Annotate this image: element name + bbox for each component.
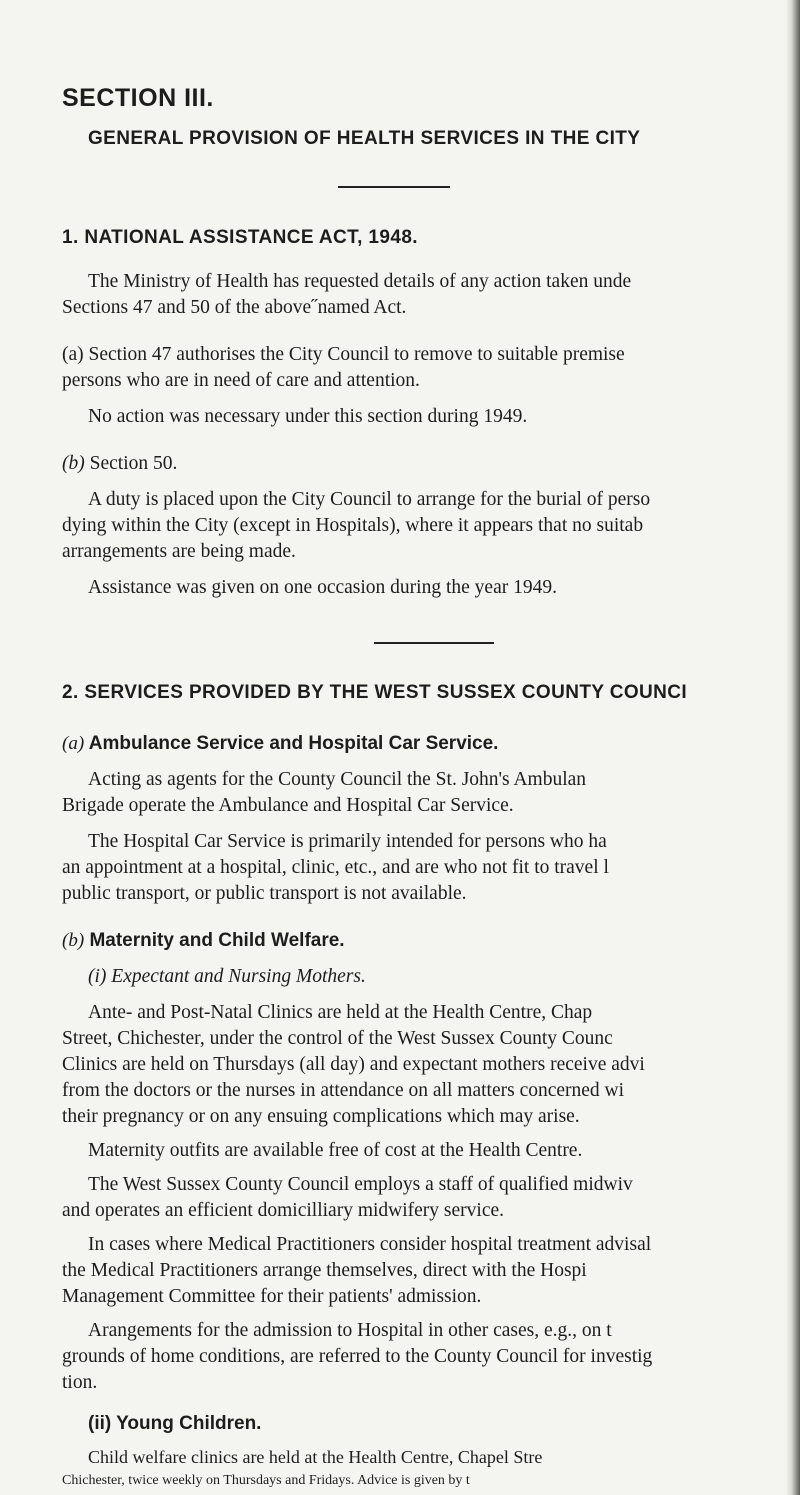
part2-a-title: Ambulance Service and Hospital Car Service. — [88, 733, 499, 754]
part1-b-title: Section 50. — [89, 453, 178, 474]
part1-intro-line-2: Sections 47 and 50 of the above˝named Act. — [62, 297, 407, 318]
part2-b-i-p1-line-2: Street, Chichester, under the control of the West Sussex County Counc — [62, 1028, 613, 1049]
part2-b-i-p1-line-3: Clinics are held on Thursdays (all day) and expectant mothers receive advi — [62, 1054, 645, 1075]
part1-a-line-1: (a) Section 47 authorises the City Council to remove to suitable premise — [62, 344, 625, 365]
part2-b-i-p5-line-1: Arangements for the admission to Hospital in other cases, e.g., on t — [88, 1320, 612, 1341]
part2-b-heading — [62, 930, 345, 952]
part2-b-i-p3-line-2: and operates an efficient domicilliary midwifery service. — [62, 1200, 505, 1221]
part2-heading: 2. SERVICES PROVIDED BY THE WEST SUSSEX COUNTY COUNCI — [62, 682, 688, 703]
part1-b-label: (b) — [62, 453, 85, 474]
part2-b-i-p1-line-1: Ante- and Post-Natal Clinics are held at the Health Centre, Chap — [88, 1002, 593, 1023]
part1-b-line-1: A duty is placed upon the City Council to arrange for the burial of perso — [88, 489, 651, 510]
part2-b-i-p5-line-3: tion. — [62, 1372, 98, 1393]
part2-b-i-heading: (i) Expectant and Nursing Mothers. — [88, 966, 366, 987]
part2-b-title: Maternity and Child Welfare. — [89, 930, 345, 951]
part2-a-p1-line-2: Brigade operate the Ambulance and Hospital Car Service. — [62, 795, 514, 816]
part2-b-i-p1-line-4: from the doctors or the nurses in attendance on all matters concerned wi — [62, 1080, 625, 1101]
page-number — [390, 1490, 391, 1491]
part2-b-ii-p1-line-4 — [62, 1489, 71, 1490]
part1-a-line-2: persons who are in need of care and attention. — [62, 370, 420, 391]
part2-a-p2-line-3: public transport, or public transport is not available. — [62, 883, 467, 904]
part2-b-i-p3-line-1: The West Sussex County Council employs a staff of qualified midwiv — [88, 1174, 633, 1195]
part2-a-p2-line-1: The Hospital Car Service is primarily intended for persons who ha — [88, 831, 607, 852]
part2-b-i-p1-line-5: their pregnancy or on any ensuing complications which may arise. — [62, 1106, 580, 1127]
part1-b-line-2: dying within the City (except in Hospitals), where it appears that no suitab — [62, 515, 644, 536]
part1-intro-line-1: The Ministry of Health has requested details of any action taken undе — [88, 271, 632, 292]
part1-b-line-3: arrangements are being made. — [62, 541, 296, 562]
section-title: SECTION III. — [62, 84, 214, 112]
page-edge-shadow — [786, 0, 800, 1495]
part2-b-i-p5-line-2: grounds of home conditions, are referred to the County Council for investig — [62, 1346, 653, 1367]
main-heading: GENERAL PROVISION OF HEALTH SERVICES IN THE CITY — [88, 128, 641, 149]
part2-a-label: (a) — [62, 733, 85, 754]
part2-b-ii-p1-line-1: Child welfare clinics are held at the Health Centre, Chapel Stre — [88, 1447, 543, 1467]
divider-rule — [338, 186, 450, 188]
part2-b-i-p4-line-2: the Medical Practitioners arrange themselves, direct with the Hospi — [62, 1260, 587, 1281]
part2-b-i-p2: Maternity outfits are available free of cost at the Health Centre. — [88, 1140, 583, 1161]
part2-b-i-p4-line-3: Management Committee for their patients' admission. — [62, 1286, 482, 1307]
part1-b-heading — [62, 453, 177, 475]
divider-rule-2 — [374, 642, 494, 644]
part2-a-p2-line-2: an appointment at a hospital, clinic, etc., and are who not fit to travel l — [62, 857, 609, 878]
part2-a-heading — [62, 733, 498, 755]
part2-b-ii-heading: (ii) Young Children. — [88, 1413, 262, 1434]
part1-heading: 1. NATIONAL ASSISTANCE ACT, 1948. — [62, 227, 418, 248]
part1-b-note: Assistance was given on one occasion during the year 1949. — [88, 577, 557, 598]
part2-b-label: (b) — [62, 930, 85, 951]
part1-a-note: No action was necessary under this section during 1949. — [88, 406, 528, 427]
part2-b-ii-p1-line-2: Chichester, twice weekly on Thursdays and Fridays. Advice is given by t — [62, 1473, 470, 1488]
part2-a-p1-line-1: Acting as agents for the County Council the St. John's Ambulan — [88, 769, 587, 790]
part2-b-i-p4-line-1: In cases where Medical Practitioners consider hospital treatment advisal — [88, 1234, 652, 1255]
